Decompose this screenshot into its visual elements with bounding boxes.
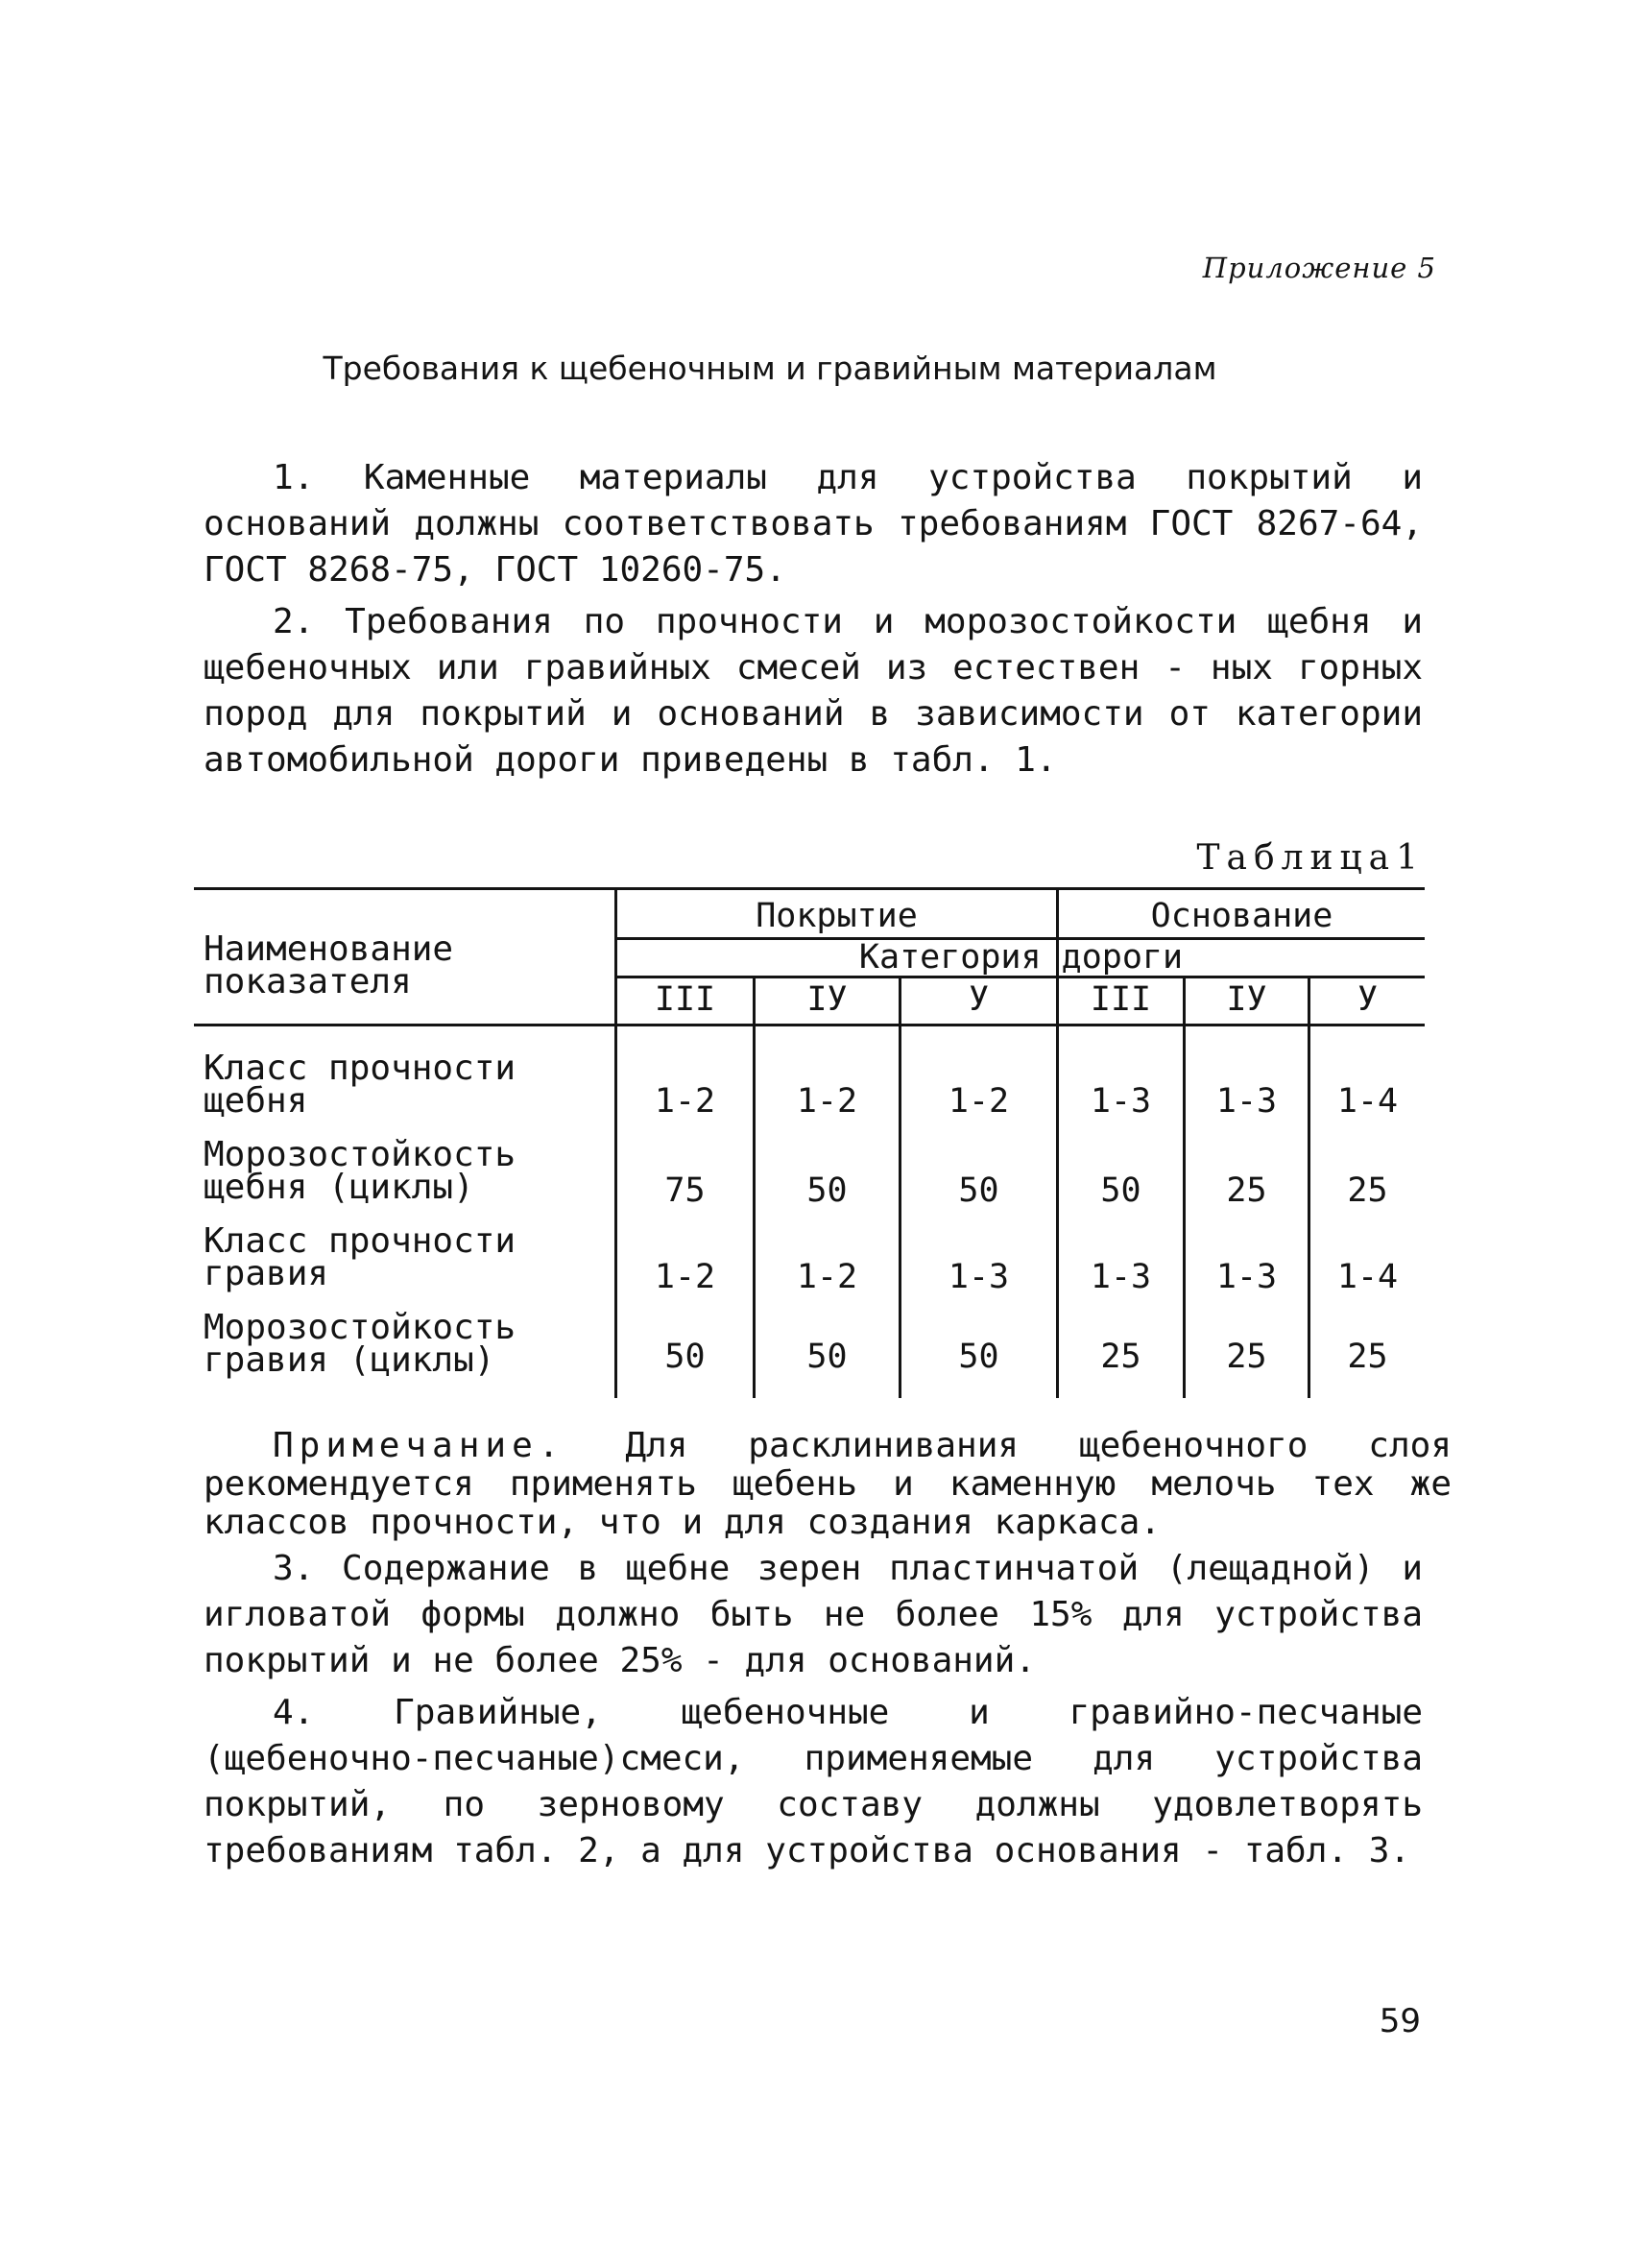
column-header: IУ: [806, 980, 848, 1019]
row-label-line: Морозостойкость: [204, 1135, 516, 1174]
paragraph-2: 2. Требования по прочности и морозостойкости щебня и щебеночных или гравийных смесей из естествен - ных горных пород для покрытий и оснований в зависимости от категории автомобильной дороги приведены в табл. 1.: [204, 602, 1423, 780]
table-cell: 1-2: [796, 1082, 858, 1121]
table-cell: 1-2: [796, 1258, 858, 1296]
row-label-line: Класс прочности: [204, 1221, 516, 1261]
column-header: III: [654, 980, 716, 1019]
table-cell: 1-4: [1336, 1258, 1399, 1296]
table-top-rule: [194, 887, 1425, 890]
row-label-line: Морозостойкость: [204, 1308, 516, 1347]
table-cell: 25: [1100, 1338, 1141, 1376]
table-cell: 1-3: [1215, 1082, 1278, 1121]
table-cell: 25: [1226, 1338, 1267, 1376]
column-header: III: [1090, 980, 1152, 1019]
table-row-label: [204, 1135, 607, 1207]
table-cell: 25: [1347, 1338, 1388, 1376]
table-row-label: [204, 1221, 607, 1293]
road-category-header: Категория дороги: [858, 938, 1184, 977]
row-label-line: гравия: [204, 1254, 329, 1293]
table-cell: 50: [1100, 1171, 1141, 1210]
table-cell: 50: [664, 1338, 706, 1376]
note-label: Примечание.: [273, 1426, 565, 1465]
row-label-line: щебня (циклы): [204, 1168, 474, 1207]
table-cell: 25: [1347, 1171, 1388, 1210]
table-cell: 25: [1226, 1171, 1267, 1210]
table-row-label: [204, 1049, 607, 1121]
table-cell: 1-3: [1090, 1258, 1152, 1296]
table-cell: 1-3: [1215, 1258, 1278, 1296]
appendix-label: Приложение 5: [1202, 252, 1436, 284]
group-base: Основание: [1150, 897, 1333, 935]
paragraph-4: 4. Гравийные, щебеночные и гравийно-песчаные (щебеночно-песчаные)смеси, применяемые для устройства покрытий, по зерновому составу должны удовлетворять требованиям табл. 2, а для устройства основания - табл. 3.: [204, 1693, 1423, 1870]
header-bottom-rule: [194, 1024, 1425, 1026]
indicator-header-line: Наименование: [204, 929, 454, 969]
column-header: IУ: [1226, 980, 1267, 1019]
table-cell: 75: [664, 1171, 706, 1210]
paragraph-3: 3. Содержание в щебне зерен пластинчатой (лещадной) и игловатой формы должно быть не более 15% для устройства покрытий и не более 25% - для оснований.: [204, 1549, 1423, 1680]
table-cell: 1-2: [654, 1258, 716, 1296]
column-header: У: [968, 980, 990, 1019]
row-label-line: Класс прочности: [204, 1049, 516, 1088]
table-cell: 50: [806, 1338, 848, 1376]
indicator-header-line: показателя: [204, 962, 412, 1001]
table-caption: Таблица1: [1196, 838, 1425, 878]
note-text: Для расклинивания щебеночного слоя рекомендуется применять щебень и каменную мелочь тех же классов прочности, что и для создания каркаса.: [204, 1426, 1452, 1542]
table-cell: 1-2: [948, 1082, 1010, 1121]
table-cell: 1-2: [654, 1082, 716, 1121]
paragraph-1: 1. Каменные материалы для устройства покрытий и оснований должны соответствовать требованиям ГОСТ 8267-64, ГОСТ 8268-75, ГОСТ 10260-75.: [204, 458, 1423, 590]
table-note: [204, 1427, 1452, 1542]
table-cell: 1-3: [1090, 1082, 1152, 1121]
page-number: 59: [1379, 2002, 1421, 2040]
group-coating: Покрытие: [756, 897, 918, 935]
table-row-label: [204, 1308, 607, 1380]
table-cell: 1-3: [948, 1258, 1010, 1296]
table-cell: 50: [958, 1171, 999, 1210]
row-label-line: щебня: [204, 1081, 308, 1121]
row-label-line: гравия (циклы): [204, 1340, 495, 1380]
document-title: Требования к щебеночным и гравийным материалам: [323, 350, 1217, 387]
column-header: У: [1357, 980, 1379, 1019]
table-cell: 50: [806, 1171, 848, 1210]
indicator-header: [204, 929, 607, 1001]
table-cell: 1-4: [1336, 1082, 1399, 1121]
table-cell: 50: [958, 1338, 999, 1376]
